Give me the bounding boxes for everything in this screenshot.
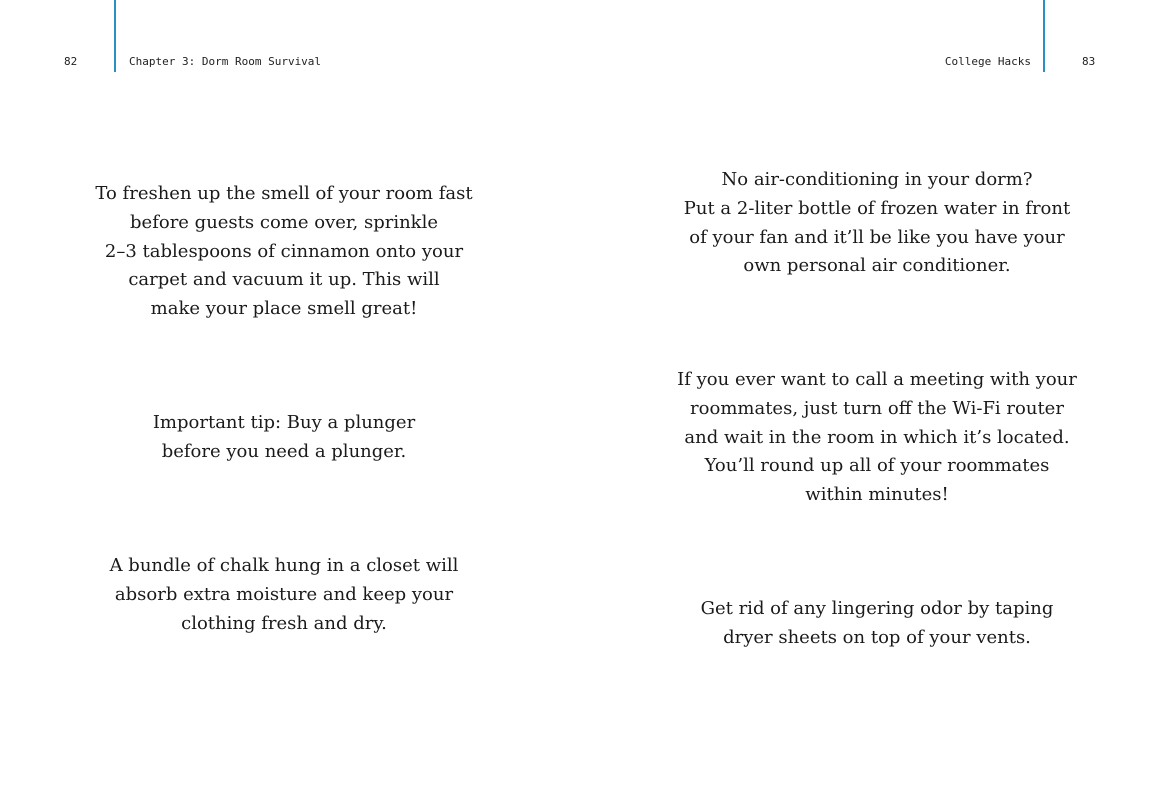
tip-line: If you ever want to call a meeting with your xyxy=(677,369,1077,390)
tip-line: absorb extra moisture and keep your xyxy=(114,583,454,605)
left-page xyxy=(0,0,580,800)
tip-line: own personal air conditioner. xyxy=(743,255,1011,277)
tip-line: dryer sheets on top of your vents. xyxy=(723,626,1031,648)
tip-dryer-sheets xyxy=(580,595,1161,653)
tip-line: You’ll round up all of your roommates xyxy=(704,455,1050,477)
running-head-left: Chapter 3: Dorm Room Survival xyxy=(129,55,322,68)
page-number-left: 82 xyxy=(64,55,78,68)
tip-line: before you need a plunger. xyxy=(161,440,407,462)
tip-air-conditioning xyxy=(580,166,1161,281)
tip-line: No air-conditioning in your dorm? xyxy=(721,169,1033,190)
tip-chalk xyxy=(0,552,568,638)
tip-cinnamon xyxy=(0,180,568,324)
header-rule-left xyxy=(114,0,116,72)
tip-plunger xyxy=(0,409,568,467)
tip-wifi-meeting xyxy=(580,366,1161,510)
header-rule-right xyxy=(1043,0,1045,72)
tip-line: To freshen up the smell of your room fast xyxy=(95,183,473,204)
tip-line: within minutes! xyxy=(805,484,949,506)
page-number-right: 83 xyxy=(1082,55,1096,68)
tip-line: Important tip: Buy a plunger xyxy=(152,412,416,433)
tip-line: A bundle of chalk hung in a closet will xyxy=(109,555,459,576)
tip-line: carpet and vacuum it up. This will xyxy=(128,269,440,291)
tip-line: of your fan and it’ll be like you have your xyxy=(689,226,1065,248)
tip-line: make your place smell great! xyxy=(150,298,418,320)
tip-line: before guests come over, sprinkle xyxy=(130,211,438,233)
right-page xyxy=(580,0,1161,800)
tip-line: Put a 2-liter bottle of frozen water in front xyxy=(683,197,1071,219)
tip-line: roommates, just turn off the Wi-Fi router xyxy=(690,397,1064,419)
tip-line: Get rid of any lingering odor by taping xyxy=(700,598,1054,619)
tip-line: and wait in the room in which it’s located. xyxy=(684,426,1070,448)
tip-line: 2–3 tablespoons of cinnamon onto your xyxy=(104,240,464,262)
tip-line: clothing fresh and dry. xyxy=(181,612,387,634)
running-head-right: College Hacks xyxy=(944,55,1031,68)
